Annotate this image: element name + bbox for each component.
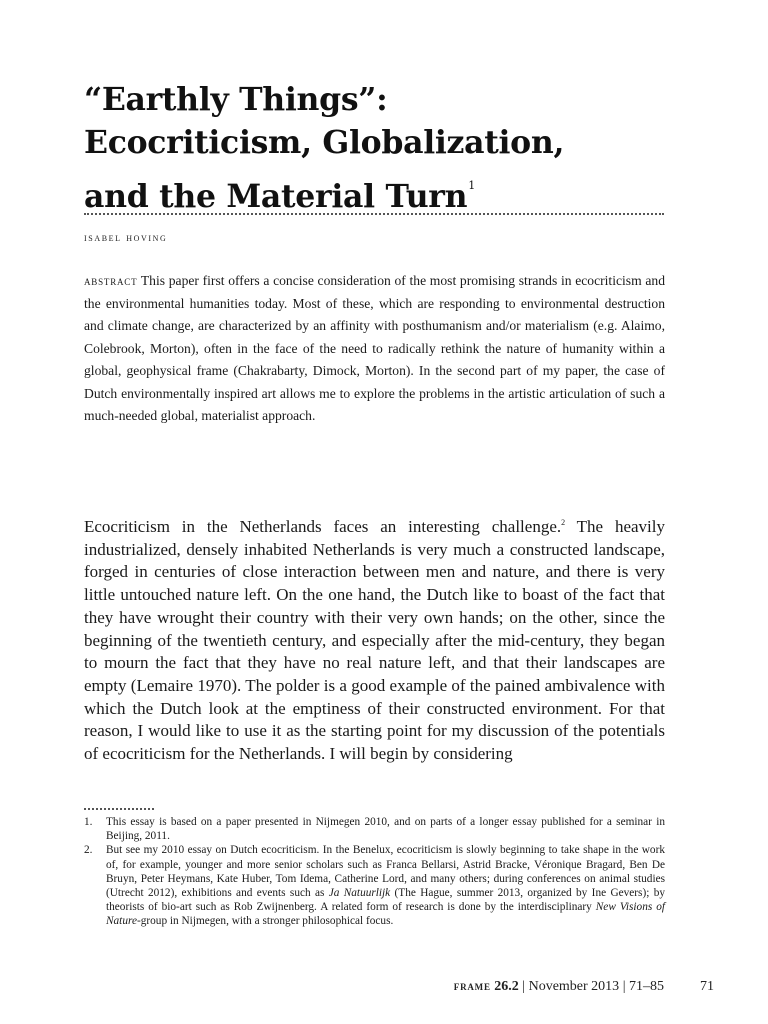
article-title bbox=[84, 78, 674, 218]
footer-separator-1: | bbox=[518, 979, 529, 994]
body-text-part-2: The heavily industrialized, densely inhabited Netherlands is very much a constructed landscape, forged in centuries of close interaction between men and nature, and there is very little untouched nature left. On the one hand, the Dutch like to boast of the fact that they have wrought their country with their very own hands; on the other, since the beginning of the twentieth century, and especially after the mid-century, they began to mourn the fact that they have no real nature left, and that their landscapes are empty (Lemaire 1970). The polder is a good example of the pained ambivalence with which the Dutch look at the emptiness of their constructed environment. For that reason, I would like to use it as the starting point for my discussion of the potentials of ecocriticism for the Netherlands. I will begin by considering bbox=[84, 517, 665, 764]
journal-name: frame bbox=[453, 979, 491, 993]
abstract-label: abstract bbox=[84, 274, 138, 288]
footnote-1-number: 1. bbox=[84, 816, 93, 828]
page-range: 71–85 bbox=[629, 979, 664, 994]
footnote-2 bbox=[84, 843, 665, 928]
footnote-2-text-c: -group in Nijmegen, with a stronger philosophical focus. bbox=[136, 915, 394, 928]
page-number: 71 bbox=[700, 979, 714, 994]
title-divider bbox=[84, 213, 664, 215]
title-line-2: Ecocriticism, Globalization, bbox=[84, 124, 565, 161]
body-text-part-1: Ecocriticism in the Netherlands faces an interesting challenge. bbox=[84, 517, 562, 536]
footnote-1 bbox=[84, 815, 665, 843]
footer-separator-2: | bbox=[619, 979, 629, 994]
footnotes-list bbox=[84, 815, 665, 929]
title-footnote-marker[interactable]: 1 bbox=[468, 179, 475, 192]
issue-date: November 2013 bbox=[528, 979, 620, 994]
body-paragraph bbox=[84, 512, 665, 766]
footnote-2-number: 2. bbox=[84, 844, 93, 857]
author-name: isabel hoving bbox=[84, 230, 168, 244]
title-line-3-text: and the Material Turn bbox=[84, 178, 468, 215]
abstract bbox=[84, 270, 665, 428]
title-line-1: “Earthly Things”: bbox=[84, 81, 388, 118]
body-footnote-marker[interactable]: 2 bbox=[561, 518, 566, 527]
abstract-text: This paper first offers a concise consideration of the most promising strands in ecocriticism and the environmental humanities today. Most of these, which are responding to environmental destruction and climate change, are characterized by an affinity with posthumanism and/or materialism (e.g. Alaimo, Colebrook, Morton), often in the face of the need to radically rethink the nature of humanity within a global, geophysical frame (Chakrabarty, Dimock, Morton). In the second part of my paper, the case of Dutch environmentally inspired art allows me to explore the problems in the artistic articulation of such a much-needed global, materialist approach. bbox=[84, 273, 665, 423]
footnote-divider bbox=[84, 808, 154, 810]
footnote-2-text-a: But see my 2010 essay on Dutch ecocriticism. In the Benelux, ecocriticism is slowly beginning to take shape in the work of, for example, younger and more senior scholars such as Franca Bellarsi, Astrid Bracke, Véronique Bragard, Ben De Bruyn, Peter Heymans, Kate Huber, Tom Idema, Catherine Lord, and many others; during conferences on animal studies (Utrecht 2012), exhibitions and events such as bbox=[106, 844, 665, 900]
title-line-3 bbox=[84, 164, 674, 218]
footnote-2-italic-b: New Visions of Nature bbox=[106, 901, 665, 928]
running-footer bbox=[454, 979, 664, 995]
journal-volume: 26.2 bbox=[494, 979, 519, 994]
footnote-2-text-b: (The Hague, summer 2013, organized by Ine Gevers); by theorists of bio-art such as Rob Zwijnenberg. A related form of research is done by the interdisciplinary bbox=[106, 887, 665, 914]
footnote-1-text: This essay is based on a paper presented in Nijmegen 2010, and on parts of a longer essay published for a seminar in Beijing, 2011. bbox=[106, 816, 665, 843]
footnote-2-italic-a: Ja Natuurlijk bbox=[328, 887, 391, 900]
